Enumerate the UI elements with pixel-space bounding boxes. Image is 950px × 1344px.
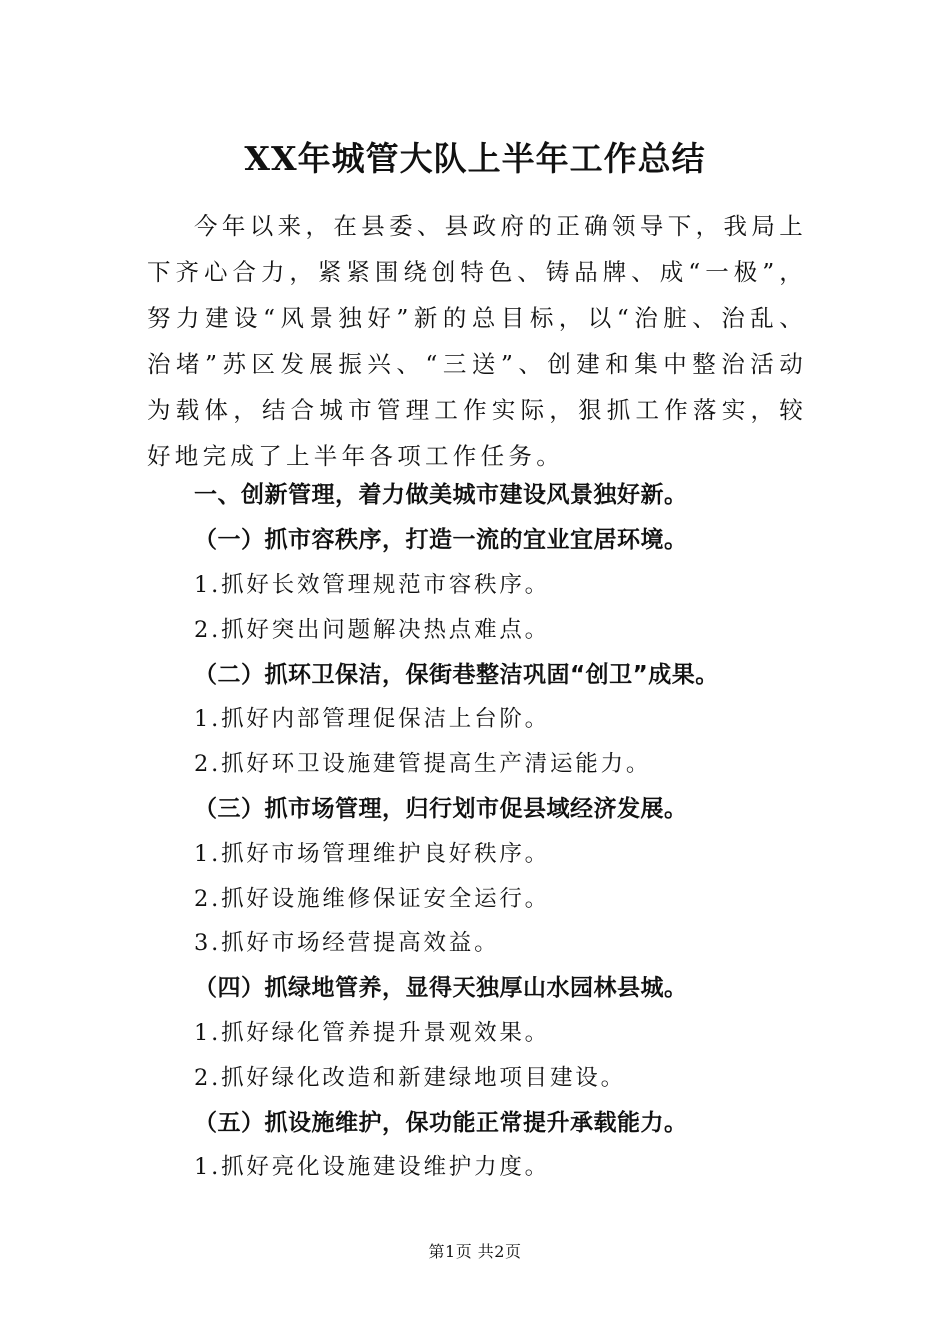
list-item: 2.抓好绿化改造和新建绿地项目建设。 [194, 1065, 626, 1091]
subsection-heading-1: （一）抓市容秩序，打造一流的宜业宜居环境。 [194, 527, 688, 553]
page-footer: 第1页 共2页 [428, 1242, 522, 1261]
subsection-heading-5: （五）抓设施维护，保功能正常提升承载能力。 [194, 1110, 688, 1136]
section-heading-1: 一、创新管理，着力做美城市建设风景独好新。 [194, 482, 688, 508]
list-item: 2.抓好设施维修保证安全运行。 [194, 886, 550, 912]
intro-paragraph: 今年以来，在县委、县政府的正确领导下，我局上下齐心合力，紧紧围绕创特色、铸品牌、成“一极”，努力建设“风景独好”新的总目标，以“治脏、治乱、治堵”苏区发展振兴、“三送”、创建和集中整治活动为载体，结合城市管理工作实际，狠抓工作落实，较好地完成了上半年各项工作任务。 [147, 212, 807, 470]
subsection-heading-4: （四）抓绿地管养，显得天独厚山水园林县城。 [194, 975, 688, 1001]
list-item: 1.抓好长效管理规范市容秩序。 [194, 572, 550, 598]
list-item: 1.抓好内部管理促保洁上台阶。 [194, 706, 550, 732]
list-item: 1.抓好亮化设施建设维护力度。 [194, 1154, 550, 1180]
subsection-heading-2: （二）抓环卫保洁，保街巷整洁巩固“创卫”成果。 [194, 662, 719, 688]
list-item: 2.抓好环卫设施建管提高生产清运能力。 [194, 751, 652, 777]
list-item: 1.抓好绿化管养提升景观效果。 [194, 1020, 550, 1046]
list-item: 3.抓好市场经营提高效益。 [194, 930, 500, 956]
document-title: XX年城管大队上半年工作总结 [244, 139, 706, 178]
list-item: 2.抓好突出问题解决热点难点。 [194, 617, 550, 643]
list-item: 1.抓好市场管理维护良好秩序。 [194, 841, 550, 867]
subsection-heading-3: （三）抓市场管理，归行划市促县域经济发展。 [194, 796, 688, 822]
